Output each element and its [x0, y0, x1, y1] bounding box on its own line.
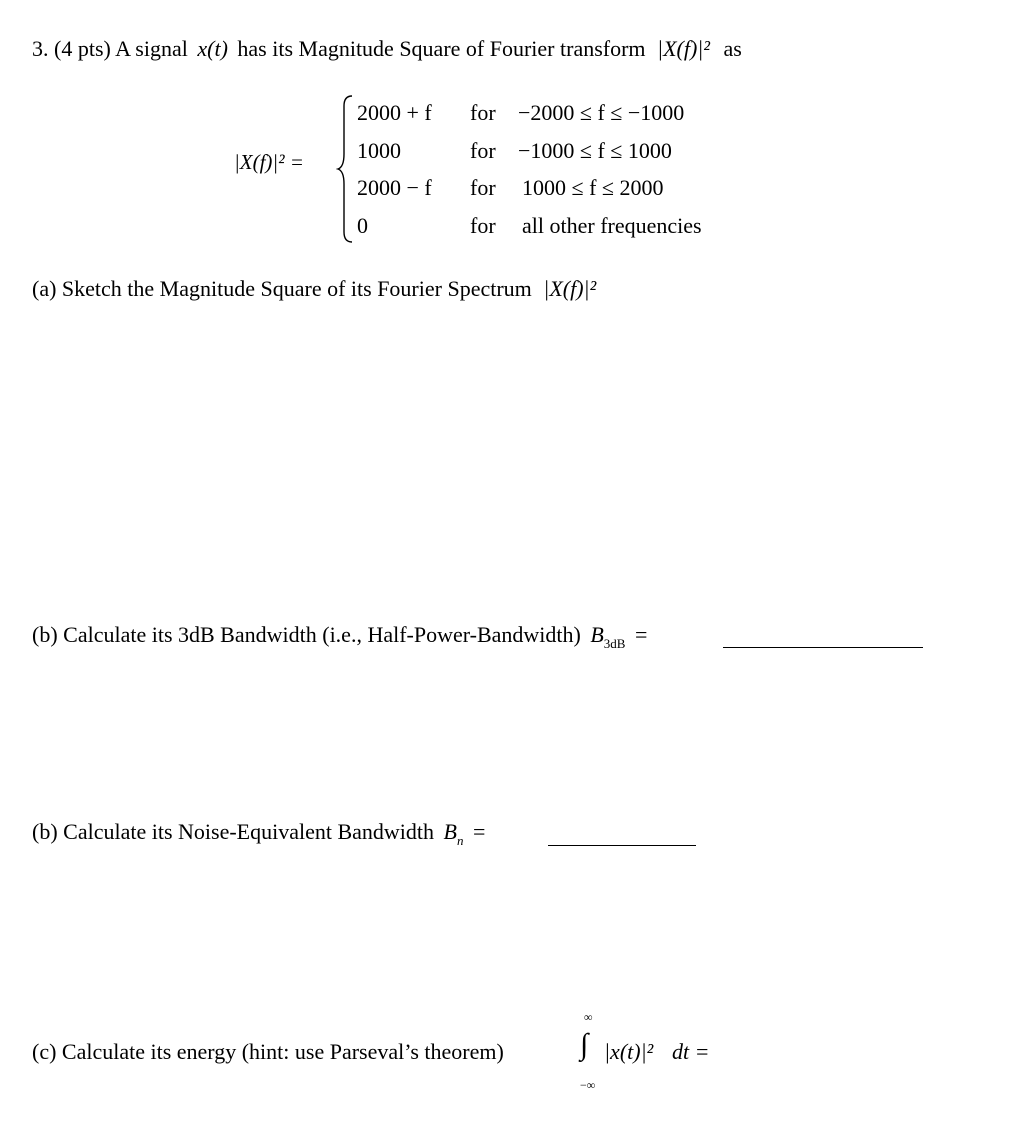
- case-row-3-condition: 1000 ≤ f ≤ 2000: [522, 175, 664, 200]
- case-row-3: [357, 175, 432, 201]
- case-row-4-for: for: [470, 213, 496, 238]
- integral-sign: ∫: [580, 1028, 589, 1061]
- case-expr: 2000 + f: [357, 100, 432, 125]
- integrand: |x(t)|²: [604, 1039, 654, 1064]
- signal-symbol: x(t): [197, 36, 228, 61]
- spectrum-symbol-part-a: |X(f)|²: [543, 276, 597, 301]
- problem-points: (4 pts): [54, 36, 111, 61]
- case-row-3-for: for: [470, 175, 496, 200]
- case-row-1: [357, 100, 432, 126]
- differential: dt =: [672, 1039, 710, 1064]
- problem-number: 3.: [32, 36, 49, 61]
- spectrum-symbol-header: |X(f)|²: [657, 36, 710, 61]
- bn-subscript: n: [456, 833, 464, 848]
- part-b-noise: [32, 819, 486, 848]
- part-b1-label: (b): [32, 622, 58, 647]
- curly-brace-icon: [336, 94, 356, 244]
- integral-upper-limit: ∞: [584, 1010, 593, 1024]
- part-b1-text: Calculate its 3dB Bandwidth (i.e., Half-Power-Bandwidth): [63, 622, 581, 647]
- case-expr: 2000 − f: [357, 175, 432, 200]
- case-row-2-condition: −1000 ≤ f ≤ 1000: [518, 138, 672, 163]
- b3db-subscript: 3dB: [603, 636, 626, 651]
- part-b-3db: [32, 622, 648, 651]
- integral-lower-limit: −∞: [580, 1078, 596, 1092]
- part-a-label: (a): [32, 276, 57, 301]
- part-a-text: Sketch the Magnitude Square of its Fourier Spectrum: [61, 276, 532, 301]
- bn-symbol: B: [443, 819, 457, 844]
- part-b2-text: Calculate its Noise-Equivalent Bandwidth: [63, 819, 435, 844]
- part-b2-label: (b): [32, 819, 58, 844]
- part-c-label: (c): [32, 1039, 57, 1064]
- case-row-4-condition: all other frequencies: [522, 213, 702, 238]
- bn-equals: =: [472, 819, 486, 844]
- piecewise-lhs: |X(f)|² =: [234, 150, 304, 174]
- intro-mid-text: has its Magnitude Square of Fourier transform: [237, 36, 646, 61]
- case-row-4: [357, 213, 368, 239]
- intro-end-text: as: [723, 36, 742, 61]
- problem-statement: [32, 38, 742, 60]
- case-row-2: [357, 138, 401, 164]
- part-c: [32, 1041, 504, 1063]
- case-expr: 0: [357, 213, 368, 238]
- b3db-equals: =: [634, 622, 648, 647]
- part-a: [32, 278, 596, 300]
- case-row-1-for: for: [470, 100, 496, 125]
- part-c-text: Calculate its energy (hint: use Parseval’s theorem): [61, 1039, 504, 1064]
- case-expr: 1000: [357, 138, 401, 163]
- intro-text: A signal: [115, 36, 188, 61]
- case-row-2-for: for: [470, 138, 496, 163]
- b3db-symbol: B: [590, 622, 604, 647]
- case-row-1-condition: −2000 ≤ f ≤ −1000: [518, 100, 685, 125]
- answer-blank-noise-bandwidth[interactable]: [548, 845, 696, 846]
- answer-blank-3db-bandwidth[interactable]: [723, 647, 923, 648]
